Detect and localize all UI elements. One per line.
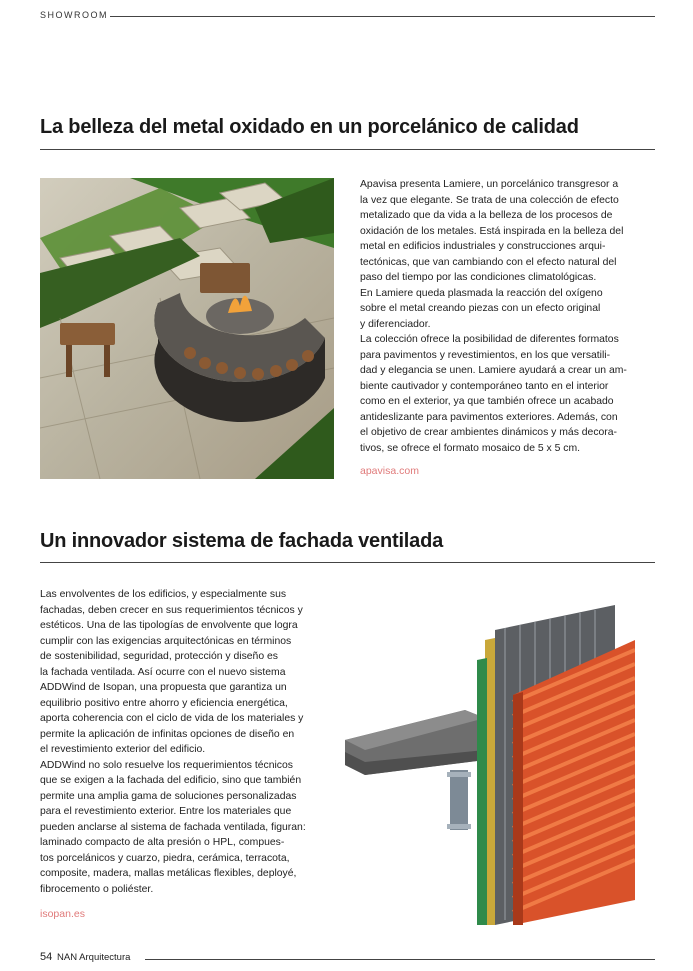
article2-line: ADDWind no solo resuelve los requerimientos técnicos	[40, 759, 293, 771]
article1-line: paso del tiempo por las condiciones climatológicas.	[360, 272, 597, 283]
terrace-firepit-illustration	[40, 178, 334, 479]
article2-line: tos porcelánicos y cuarzo, piedra, cerámica, terracota,	[40, 852, 290, 864]
article1-line: Apavisa presenta Lamiere, un porcelánico transgresor a	[360, 179, 619, 190]
article2-title-rule	[40, 562, 655, 563]
article2-line: fibrocemento o poliéster.	[40, 883, 154, 895]
article1-body	[360, 177, 660, 456]
article1-line: y diferenciador.	[360, 318, 431, 330]
article1-line: dad y elegancia se unen. Lamiere ayudará a crear un am-	[360, 365, 627, 376]
article1-line: La colección ofrece la posibilidad de diferentes formatos	[360, 334, 619, 345]
article1-line: el objetivo de crear ambientes dinámicos y más decora-	[360, 427, 618, 438]
apavisa-link[interactable]: apavisa.com	[360, 465, 419, 477]
article2-line: que se exigen a la fachada del edificio, sino que también	[40, 775, 302, 786]
article2-line: composite, madera, mallas metálicas flexibles, deployé,	[40, 868, 297, 879]
article2-line: el revestimiento exterior del edificio.	[40, 744, 206, 755]
article1-line: para pavimentos y revestimientos, en los que versatili-	[360, 349, 611, 361]
article1-line: oxidación de los metales. Está inspirada en la belleza del	[360, 225, 624, 237]
article1-line: tectónicas, que van cambiando con el efecto natural del	[360, 256, 617, 268]
article2-line: cumplir con las exigencias arquitectónicas en términos	[40, 635, 292, 647]
footer-divider	[145, 959, 655, 960]
article1-title: La belleza del metal oxidado en un porcelánico de calidad	[40, 116, 579, 138]
article1-line: como en el exterior, ya que también ofrece un acabado	[360, 396, 614, 407]
article1-line: antideslizante para pavimentos exteriores. Además, con	[360, 411, 618, 423]
facade-section-illustration	[345, 600, 635, 925]
article2-line: fachadas, deben crecer en sus requerimientos técnicos y	[40, 604, 303, 616]
article1-line: metalizado que da vida a la belleza de los procesos de	[360, 210, 613, 221]
article1-line: la vez que elegante. Se trata de una colección de efecto	[360, 194, 619, 206]
article2-line: la fachada ventilada. Así ocurre con el nuevo sistema	[40, 666, 286, 678]
isopan-link[interactable]: isopan.es	[40, 908, 85, 920]
article2-line: de sostenibilidad, seguridad, protección y diseño es	[40, 651, 278, 662]
article1-line: En Lamiere queda plasmada la reacción del oxígeno	[360, 287, 603, 299]
article2-line: equilibrio positivo entre ahorro y eficiencia energética,	[40, 697, 288, 709]
page-number: 54	[40, 951, 53, 963]
article1-line: metal en edificios industriales y construcciones arqui-	[360, 241, 606, 252]
article2-line: para el revestimiento exterior. Entre los materiales que	[40, 806, 292, 817]
article2-line: pueden anclarse al sistema de fachada ventilada, figuran:	[40, 821, 306, 833]
article1-title-rule	[40, 149, 655, 150]
publication-name: NAN Arquitectura	[57, 952, 131, 963]
article2-body	[40, 587, 340, 897]
article2-line: estéticos. Una de las tipologías de envolvente que logra	[40, 620, 298, 631]
section-label: SHOWROOM	[40, 10, 108, 20]
header-divider	[110, 16, 655, 17]
article1-line: tivos, se ofrece el formato mosaico de 5 x 5 cm.	[360, 442, 581, 454]
article2-line: ADDWind de Isopan, una propuesta que garantiza un	[40, 682, 287, 693]
article2-line: permite la aplicación de infinitas opciones de diseño en	[40, 728, 295, 740]
ventilated-facade-render	[345, 600, 635, 925]
terrace-firepit-photo	[40, 178, 334, 479]
article2-line: aporta coherencia con el ciclo de vida de los materiales y	[40, 713, 304, 724]
article2-line: permite una amplia gama de soluciones personalizadas	[40, 790, 297, 802]
article1-line: biente cautivador y contemporáneo tanto en el interior	[360, 380, 609, 392]
article2-line: laminado compacto de alta presión o HPL, compues-	[40, 837, 285, 848]
article2-title: Un innovador sistema de fachada ventilada	[40, 530, 444, 552]
article2-line: Las envolventes de los edificios, y especialmente sus	[40, 589, 287, 600]
article1-line: sobre el metal creando piezas con un efecto original	[360, 303, 601, 314]
